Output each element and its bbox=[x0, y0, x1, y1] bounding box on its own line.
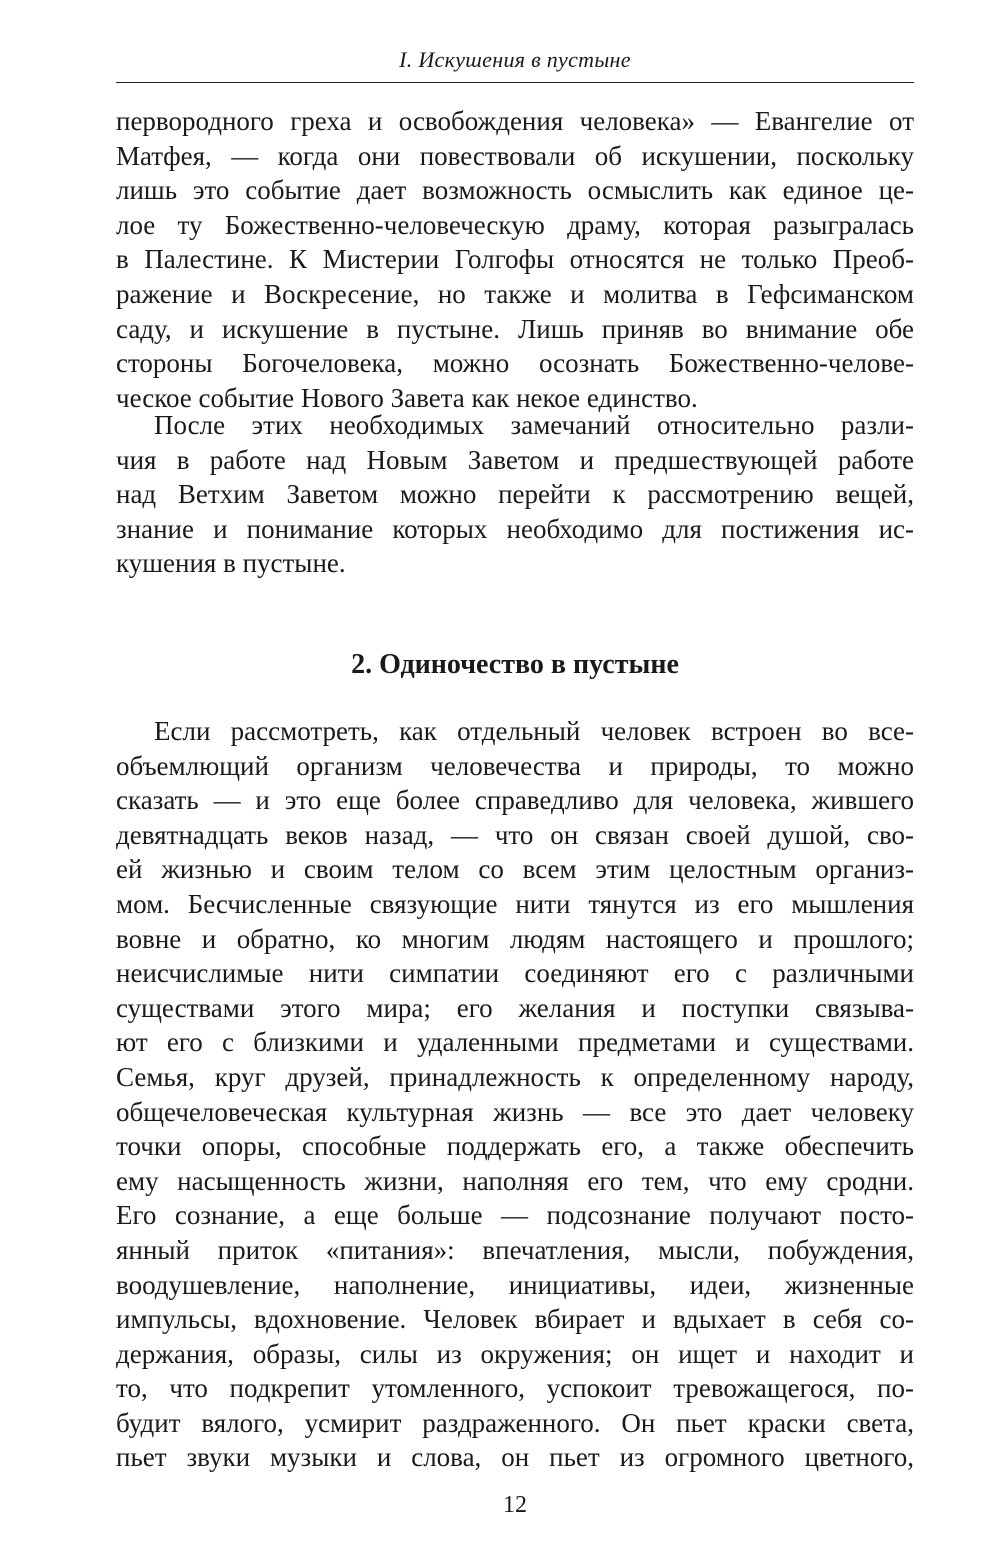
text-line: ют его с близкими и удаленными предметами и существами. bbox=[116, 1027, 914, 1058]
page-number: 12 bbox=[503, 1492, 527, 1518]
text-line: то, что подкрепит утомленного, успокоит тревожащегося, по- bbox=[116, 1373, 914, 1404]
text-line: ей жизнью и своим телом со всем этим целостным организ- bbox=[116, 854, 914, 885]
text-line: После этих необходимых замечаний относительно разли- bbox=[154, 410, 914, 440]
text-line: общечеловеческая культурная жизнь — все это дает человеку bbox=[116, 1096, 914, 1127]
text-line: ческое событие Нового Завета как некое единство. bbox=[116, 382, 698, 413]
text-line: Матфея, — когда они повествовали об искушении, поскольку bbox=[116, 140, 914, 171]
text-line: сказать — и это еще более справедливо для человека, жившего bbox=[116, 785, 914, 816]
text-line: ражение и Воскресение, но также и молитва в Гефсиманском bbox=[116, 278, 914, 309]
paragraph-2 bbox=[116, 408, 914, 581]
text-line: стороны Богочеловека, можно осознать Божественно-челове- bbox=[116, 348, 914, 379]
text-line: держания, образы, силы из окружения; он ищет и находит и bbox=[116, 1338, 914, 1369]
text-line: Если рассмотреть, как отдельный человек встроен во все- bbox=[154, 716, 914, 746]
text-line: кушения в пустыне. bbox=[116, 548, 346, 579]
text-line: ему насыщенность жизни, наполняя его тем, что ему сродни. bbox=[116, 1165, 914, 1196]
text-line: Его сознание, а еще больше — подсознание получают посто- bbox=[116, 1200, 914, 1231]
text-line: мом. Бесчисленные связующие нити тянутся из его мышления bbox=[116, 888, 914, 919]
header-rule bbox=[116, 82, 914, 83]
paragraph-1 bbox=[116, 104, 914, 415]
text-line: янный приток «питания»: впечатления, мысли, побуждения, bbox=[116, 1234, 914, 1265]
text-line: точки опоры, способные поддержать его, а также обеспечить bbox=[116, 1131, 914, 1162]
text-line: лое ту Божественно-человеческую драму, которая разыгралась bbox=[116, 209, 914, 240]
text-line: чия в работе над Новым Заветом и предшествующей работе bbox=[116, 444, 914, 475]
text-line: будит вялого, усмирит раздраженного. Он пьет краски света, bbox=[116, 1407, 914, 1438]
text-line: Семья, круг друзей, принадлежность к определенному народу, bbox=[116, 1061, 914, 1092]
section-heading: 2. Одиночество в пустыне bbox=[351, 649, 679, 680]
text-line: первородного греха и освобождения человека» — Евангелие от bbox=[116, 106, 914, 136]
text-line: над Ветхим Заветом можно перейти к рассмотрению вещей, bbox=[116, 479, 914, 510]
text-line: существами этого мира; его желания и поступки связыва- bbox=[116, 992, 914, 1023]
text-line: вовне и обратно, ко многим людям настоящего и прошлого; bbox=[116, 923, 914, 954]
text-line: объемлющий организм человечества и природы, то можно bbox=[116, 750, 914, 781]
text-line: пьет звуки музыки и слова, он пьет из огромного цветного, bbox=[116, 1442, 914, 1473]
text-line: неисчислимые нити симпатии соединяют его с различными bbox=[116, 958, 914, 989]
paragraph-3 bbox=[116, 714, 914, 1475]
text-line: саду, и искушение в пустыне. Лишь приняв во внимание обе bbox=[116, 313, 914, 344]
text-line: девятнадцать веков назад, — что он связан своей душой, сво- bbox=[116, 819, 914, 850]
text-line: в Палестине. К Мистерии Голгофы относятся не только Преоб- bbox=[116, 244, 914, 275]
text-line: импульсы, вдохновение. Человек вбирает и вдыхает в себя со- bbox=[116, 1304, 914, 1335]
text-line: знание и понимание которых необходимо для постижения ис- bbox=[116, 513, 914, 544]
text-line: воодушевление, наполнение, инициативы, идеи, жизненные bbox=[116, 1269, 914, 1300]
text-line: лишь это событие дает возможность осмыслить как единое це- bbox=[116, 175, 914, 206]
running-header: I. Искушения в пустыне bbox=[399, 47, 631, 72]
